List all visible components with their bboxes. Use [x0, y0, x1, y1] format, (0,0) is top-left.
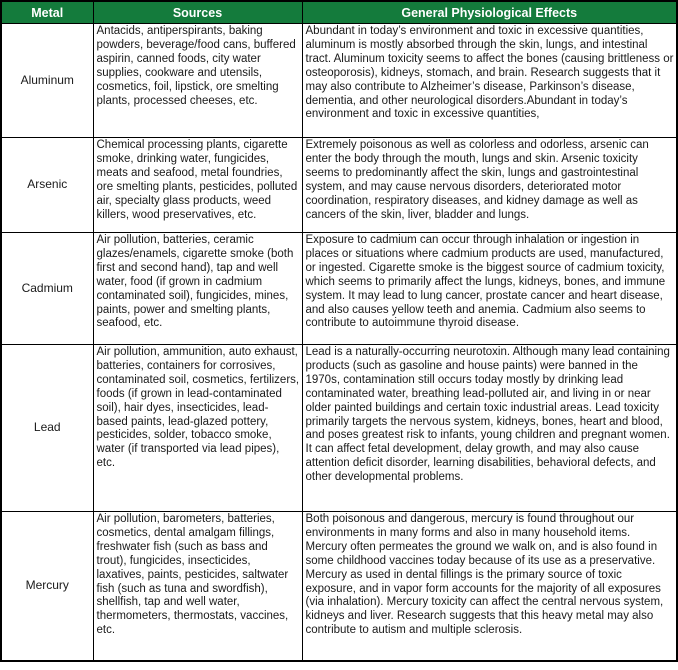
metal-name-cell: Aluminum: [1, 24, 93, 138]
table-row-lead: [1, 345, 677, 512]
header-metal: Metal: [1, 1, 93, 24]
metal-name-cell: Mercury: [1, 512, 93, 661]
metal-name-cell: Lead: [1, 345, 93, 512]
metal-name-cell: Cadmium: [1, 233, 93, 345]
sources-cell: Chemical processing plants, cigarette smoke, drinking water, fungicides, meats and seafood, metal foundries, ore smelting plants, pesticides, polluted air, specialty glass products, weed killers, wood preservatives, etc.: [93, 138, 302, 233]
sources-cell: Air pollution, barometers, batteries, cosmetics, dental amalgam fillings, freshwater fish (such as bass and trout), fungicides, insecticides, laxatives, paints, pesticides, saltwater fish (such as tuna and swordfish), shellfish, tap and well water, thermometers, thermostats, vaccines, etc.: [93, 512, 302, 661]
table-row-aluminum: [1, 24, 677, 138]
effects-cell: Exposure to cadmium can occur through inhalation or ingestion in places or situations where cadmium products are used, manufactured, or ingested. Cigarette smoke is the biggest source of cadmium toxicity, which seems to primarily affect the lungs, kidneys, bones, and immune system. It may lead to lung cancer, prostate cancer and heart disease, and also causes yellow teeth and anemia. Cadmium also seems to contribute to autoimmune thyroid disease.: [302, 233, 677, 345]
effects-cell: Abundant in today’s environment and toxic in excessive quantities, aluminum is mostly absorbed through the skin, lungs, and intestinal tract. Aluminum toxicity seems to affect the bones (causing brittleness or osteoporosis), kidneys, stomach, and brain. Research suggests that it may also contribute to Alzheimer’s disease, Parkinson’s disease, dementia, and other neurological disorders.Abundant in today’s environment and toxic in excessive quantities,: [302, 24, 677, 138]
metal-name-cell: Arsenic: [1, 138, 93, 233]
table-header-row: [1, 1, 677, 24]
effects-cell: Both poisonous and dangerous, mercury is found throughout our environments in many forms and also in many household items. Mercury often permeates the ground we walk on, and is also found in some childhood vaccines today because of its use as a preservative. Mercury as used in dental fillings is the primary source of toxic exposure, and in vapor form accounts for the majority of all exposures (via inhalation). Mercury toxicity can affect the central nervous system, kidneys and liver. Research suggests that this heavy metal may also contribute to autism and multiple sclerosis.: [302, 512, 677, 661]
effects-cell: Lead is a naturally-occurring neurotoxin. Although many lead containing products (such as gasoline and house paints) were banned in the 1970s, contamination still occurs today mostly by drinking lead contaminated water, breathing lead-polluted air, and living in or near older painted buildings and certain toxic industrial areas. Lead toxicity primarily targets the nervous system, kidneys, bones, heart and blood, and poses greatest risk to infants, young children and pregnant women. It can affect fetal development, delay growth, and may also cause attention deficit disorder, learning disabilities, behavioral defects, and other developmental problems.: [302, 345, 677, 512]
sources-cell: Air pollution, batteries, ceramic glazes/enamels, cigarette smoke (both first and second hand), tap and well water, food (if grown in cadmium contaminated soil), fungicides, mines, paints, power and smelting plants, seafood, etc.: [93, 233, 302, 345]
header-effects: General Physiological Effects: [302, 1, 677, 24]
table-row-cadmium: [1, 233, 677, 345]
header-sources: Sources: [93, 1, 302, 24]
table-row-arsenic: [1, 138, 677, 233]
effects-cell: Extremely poisonous as well as colorless and odorless, arsenic can enter the body through the mouth, lungs and skin. Arsenic toxicity seems to predominantly affect the skin, lungs and gastrointestinal system, and may cause nervous disorders, deteriorated motor coordination, respiratory diseases, and kidney damage as well as cancers of the skin, liver, bladder and lungs.: [302, 138, 677, 233]
sources-cell: Air pollution, ammunition, auto exhaust, batteries, containers for corrosives, contaminated soil, cosmetics, fertilizers, foods (if grown in lead-contaminated soil), hair dyes, insecticides, lead-based paints, lead-glazed pottery, pesticides, solder, tobacco smoke, water (if transported via lead pipes), etc.: [93, 345, 302, 512]
sources-cell: Antacids, antiperspirants, baking powders, beverage/food cans, buffered aspirin, canned foods, city water supplies, cookware and utensils, cosmetics, foil, lipstick, ore smelting plants, processed cheeses, etc.: [93, 24, 302, 138]
table-row-mercury: [1, 512, 677, 661]
